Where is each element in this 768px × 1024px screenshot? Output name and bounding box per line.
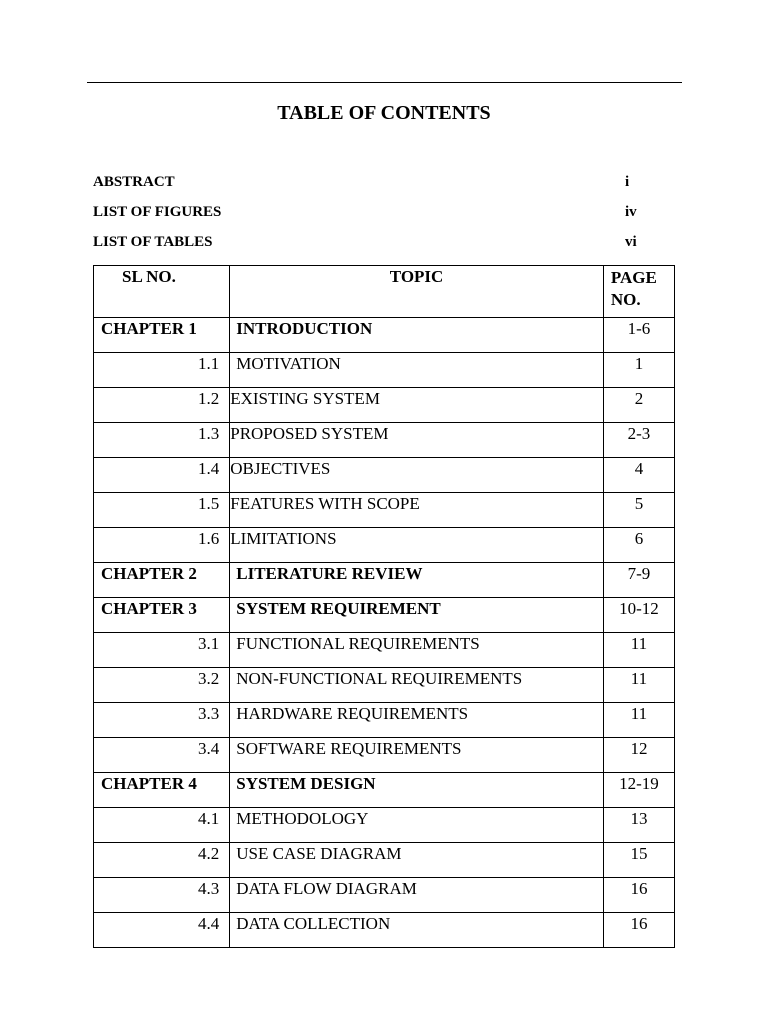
topic-cell: DATA COLLECTION — [230, 913, 604, 948]
chapter-label: CHAPTER 3 — [94, 598, 230, 633]
page-number-cell: 16 — [603, 913, 674, 948]
section-number: 4.1 — [94, 808, 230, 843]
topic-cell: DATA FLOW DIAGRAM — [230, 878, 604, 913]
front-matter-label: ABSTRACT — [93, 174, 175, 190]
page-number-cell: 13 — [603, 808, 674, 843]
front-matter-page: vi — [625, 234, 637, 250]
table-row — [94, 458, 675, 493]
section-number: 4.4 — [94, 913, 230, 948]
page-number-cell: 4 — [603, 458, 674, 493]
page-number-cell: 5 — [603, 493, 674, 528]
topic-cell: NON-FUNCTIONAL REQUIREMENTS — [230, 668, 604, 703]
table-row — [94, 388, 675, 423]
page-number-cell: 12-19 — [603, 773, 674, 808]
chapter-label: CHAPTER 4 — [94, 773, 230, 808]
table-body — [94, 318, 675, 948]
topic-cell: SOFTWARE REQUIREMENTS — [230, 738, 604, 773]
front-matter-label: LIST OF TABLES — [93, 234, 213, 250]
section-number: 1.5 — [94, 493, 230, 528]
table-row — [94, 808, 675, 843]
page-title: TABLE OF CONTENTS — [277, 102, 491, 124]
section-number: 1.6 — [94, 528, 230, 563]
page-number-cell: 2 — [603, 388, 674, 423]
table-row — [94, 528, 675, 563]
topic-cell: EXISTING SYSTEM — [230, 388, 604, 423]
section-number: 3.2 — [94, 668, 230, 703]
front-matter-abstract — [93, 174, 653, 194]
topic-cell: SYSTEM DESIGN — [230, 773, 604, 808]
page-number-cell: 2-3 — [603, 423, 674, 458]
topic-cell: SYSTEM REQUIREMENT — [230, 598, 604, 633]
table-row — [94, 493, 675, 528]
table-row — [94, 668, 675, 703]
topic-cell: OBJECTIVES — [230, 458, 604, 493]
chapter-row — [94, 598, 675, 633]
page-number-cell: 12 — [603, 738, 674, 773]
topic-cell: HARDWARE REQUIREMENTS — [230, 703, 604, 738]
contents-table — [93, 265, 675, 948]
front-matter-list-of-tables — [93, 234, 653, 254]
table-row — [94, 633, 675, 668]
front-matter-page: iv — [625, 204, 637, 220]
chapter-row — [94, 773, 675, 808]
section-number: 1.4 — [94, 458, 230, 493]
header-page-no: PAGE NO. — [603, 266, 674, 318]
section-number: 1.1 — [94, 353, 230, 388]
table-row — [94, 703, 675, 738]
topic-cell: USE CASE DIAGRAM — [230, 843, 604, 878]
section-number: 4.3 — [94, 878, 230, 913]
section-number: 3.3 — [94, 703, 230, 738]
table-row — [94, 878, 675, 913]
top-rule — [87, 82, 682, 83]
topic-cell: LITERATURE REVIEW — [230, 563, 604, 598]
page-number-cell: 11 — [603, 668, 674, 703]
table-row — [94, 738, 675, 773]
front-matter-label: LIST OF FIGURES — [93, 204, 222, 220]
table-row — [94, 843, 675, 878]
chapter-label: CHAPTER 1 — [94, 318, 230, 353]
topic-cell: INTRODUCTION — [230, 318, 604, 353]
page-number-cell: 11 — [603, 633, 674, 668]
section-number: 3.4 — [94, 738, 230, 773]
page-number-cell: 10-12 — [603, 598, 674, 633]
page-number-cell: 11 — [603, 703, 674, 738]
topic-cell: PROPOSED SYSTEM — [230, 423, 604, 458]
page-number-cell: 1-6 — [603, 318, 674, 353]
page-number-cell: 16 — [603, 878, 674, 913]
section-number: 1.2 — [94, 388, 230, 423]
chapter-row — [94, 563, 675, 598]
page-number-cell: 7-9 — [603, 563, 674, 598]
table-row — [94, 423, 675, 458]
chapter-row — [94, 318, 675, 353]
front-matter-page: i — [625, 174, 630, 190]
page-number-cell: 1 — [603, 353, 674, 388]
chapter-label: CHAPTER 2 — [94, 563, 230, 598]
front-matter-list-of-figures — [93, 204, 653, 224]
topic-cell: FEATURES WITH SCOPE — [230, 493, 604, 528]
section-number: 1.3 — [94, 423, 230, 458]
topic-cell: LIMITATIONS — [230, 528, 604, 563]
topic-cell: METHODOLOGY — [230, 808, 604, 843]
topic-cell: MOTIVATION — [230, 353, 604, 388]
table-row — [94, 913, 675, 948]
page-number-cell: 15 — [603, 843, 674, 878]
section-number: 4.2 — [94, 843, 230, 878]
header-topic: TOPIC — [230, 266, 604, 318]
header-sl-no: SL NO. — [94, 266, 230, 318]
table-row — [94, 353, 675, 388]
section-number: 3.1 — [94, 633, 230, 668]
topic-cell: FUNCTIONAL REQUIREMENTS — [230, 633, 604, 668]
page-number-cell: 6 — [603, 528, 674, 563]
table-header-row — [94, 266, 675, 318]
